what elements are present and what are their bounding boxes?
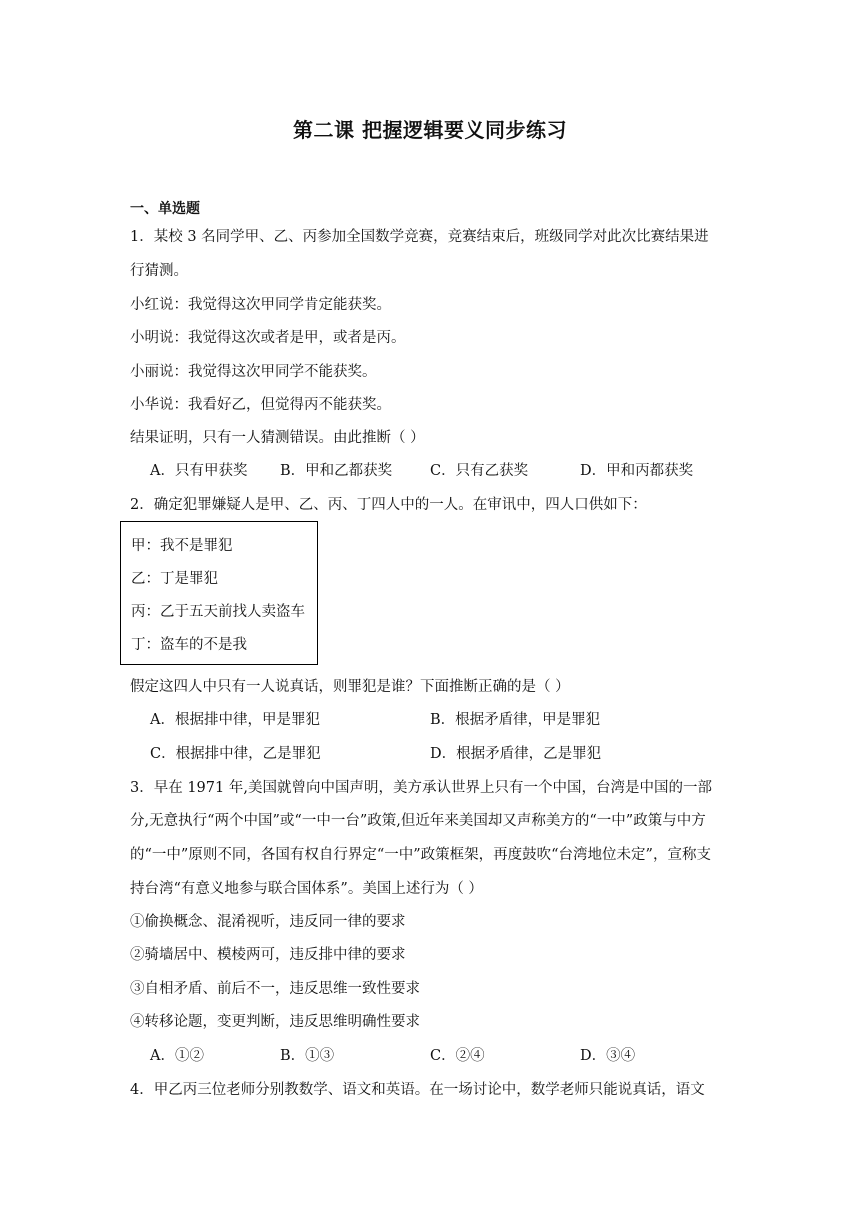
q3-choice: ③自相矛盾、前后不一，违反思维一致性要求	[130, 981, 420, 997]
q1-statement: 小丽说：我觉得这次甲同学不能获奖。	[130, 364, 377, 380]
q3-stem-line: 持台湾“有意义地参与联合国体系”。美国上述行为（ ）	[130, 881, 483, 897]
q2-option-d[interactable]: D．根据矛盾律，乙是罪犯	[430, 746, 602, 762]
testimony-line: 甲：我不是罪犯	[131, 538, 233, 554]
q1-statement: 小华说：我看好乙，但觉得丙不能获奖。	[130, 397, 391, 413]
q3-choice: ④转移论题，变更判断，违反思维明确性要求	[130, 1014, 420, 1030]
q1-statement: 小明说：我觉得这次或者是甲，或者是丙。	[130, 330, 406, 346]
q1-option-b[interactable]: B．甲和乙都获奖	[280, 463, 393, 479]
q2-question: 假定这四人中只有一人说真话，则罪犯是谁？下面推断正确的是（ ）	[130, 679, 570, 695]
q3-choice: ①偷换概念、混淆视听，违反同一律的要求	[130, 914, 406, 930]
q2-option-a[interactable]: A．根据排中律，甲是罪犯	[150, 712, 320, 728]
q3-option-d[interactable]: D．③④	[580, 1048, 636, 1064]
q1-options	[150, 462, 750, 480]
q3-options	[150, 1047, 750, 1065]
q2-stem: 2．确定犯罪嫌疑人是甲、乙、丙、丁四人中的一人。在审讯中，四人口供如下：	[130, 497, 647, 513]
testimony-line: 丙：乙于五天前找人卖盗车	[131, 604, 305, 620]
q1-question: 结果证明，只有一人猜测错误。由此推断（ ）	[130, 430, 425, 446]
q1-option-c[interactable]: C．只有乙获奖	[430, 463, 529, 479]
q1-option-a[interactable]: A．只有甲获奖	[150, 463, 248, 479]
q2-option-b[interactable]: B．根据矛盾律，甲是罪犯	[430, 712, 601, 728]
q2-options-row2	[150, 745, 750, 763]
q3-stem-line: 的“一中”原则不同，各国有权自行界定“一中”政策框架，再度鼓吹“台湾地位未定”，宣称支	[130, 847, 711, 863]
q3-option-a[interactable]: A．①②	[150, 1048, 204, 1064]
q4-stem-line1: 4．甲乙丙三位老师分别教数学、语文和英语。在一场讨论中，数学老师只能说真话，语文	[130, 1082, 705, 1098]
page-title: 第二课 把握逻辑要义同步练习	[293, 118, 567, 142]
section-heading: 一、单选题	[130, 201, 200, 217]
testimony-line: 丁：盗车的不是我	[131, 637, 247, 653]
q2-options-row1	[150, 711, 750, 729]
q1-option-d[interactable]: D．甲和丙都获奖	[580, 463, 694, 479]
q1-statement: 小红说：我觉得这次甲同学肯定能获奖。	[130, 297, 391, 313]
q1-stem-line1: 1．某校 3 名同学甲、乙、丙参加全国数学竞赛，竞赛结束后，班级同学对此次比赛结果进	[130, 229, 709, 245]
q3-stem-line: 3．早在 1971 年,美国就曾向中国声明，美方承认世界上只有一个中国，台湾是中国的一部	[130, 780, 712, 796]
testimony-box	[120, 521, 318, 665]
q3-option-b[interactable]: B．①③	[280, 1048, 335, 1064]
q3-choice: ②骑墙居中、模棱两可，违反排中律的要求	[130, 947, 406, 963]
q1-stem-line2: 行猜测。	[130, 263, 188, 279]
q3-stem-line: 分,无意执行“两个中国”或“一中一台”政策,但近年来美国却又声称美方的“一中”政策与中方	[130, 813, 706, 829]
q2-option-c[interactable]: C．根据排中律，乙是罪犯	[150, 746, 321, 762]
q3-option-c[interactable]: C．②④	[430, 1048, 485, 1064]
testimony-line: 乙：丁是罪犯	[131, 571, 218, 587]
